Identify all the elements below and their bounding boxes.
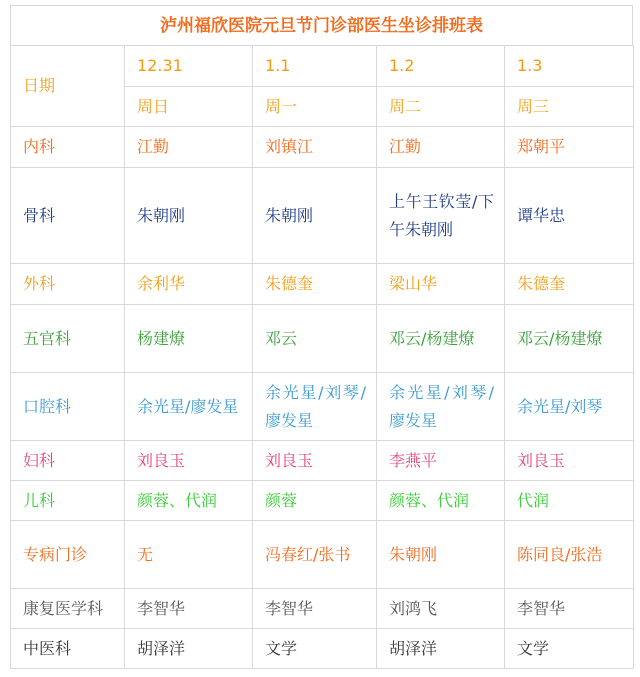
- doctor-cell: 邓云/杨建燎: [377, 305, 505, 373]
- weekday-cell: 周二: [377, 87, 505, 127]
- dept-name: 中医科: [11, 629, 125, 669]
- doctor-cell: 余光星/刘琴: [505, 373, 634, 441]
- doctor-cell: 梁山华: [377, 264, 505, 305]
- doctor-cell: 朱德奎: [253, 264, 377, 305]
- dept-row-orthopedics: [11, 168, 634, 264]
- dept-row-internal: [11, 127, 634, 168]
- doctor-cell: 陈同良/张浩: [505, 521, 634, 589]
- doctor-cell: 邓云/杨建燎: [505, 305, 634, 373]
- date-cell: 12.31: [125, 46, 253, 87]
- dept-row-gynecology: [11, 441, 634, 481]
- dept-name: 妇科: [11, 441, 125, 481]
- doctor-cell: 余利华: [125, 264, 253, 305]
- doctor-cell: 胡泽洋: [377, 629, 505, 669]
- doctor-cell: 李智华: [505, 589, 634, 629]
- doctor-cell: 邓云: [253, 305, 377, 373]
- dept-name: 儿科: [11, 481, 125, 521]
- weekday-cell: 周三: [505, 87, 634, 127]
- doctor-cell: 江勤: [125, 127, 253, 168]
- doctor-cell: 无: [125, 521, 253, 589]
- dept-row-pediatrics: [11, 481, 634, 521]
- doctor-cell: 颜蓉、代润: [377, 481, 505, 521]
- doctor-cell: 朱朝刚: [125, 168, 253, 264]
- doctor-cell: 余光星/廖发星: [125, 373, 253, 441]
- dept-row-surgery: [11, 264, 634, 305]
- doctor-cell: 刘良玉: [125, 441, 253, 481]
- doctor-cell: 上午王钦莹/下午朱朝刚: [377, 168, 505, 264]
- doctor-cell: 刘良玉: [505, 441, 634, 481]
- doctor-cell: 文学: [253, 629, 377, 669]
- doctor-cell: 郑朝平: [505, 127, 634, 168]
- dept-name: 内科: [11, 127, 125, 168]
- schedule-document: [10, 5, 633, 669]
- date-cell: 1.2: [377, 46, 505, 87]
- doctor-cell: 朱朝刚: [253, 168, 377, 264]
- dept-row-tcm: [11, 629, 634, 669]
- date-label: 日期: [11, 46, 125, 127]
- dept-row-special-clinic: [11, 521, 634, 589]
- doctor-cell: 余光星/刘琴/廖发星: [253, 373, 377, 441]
- dept-name: 五官科: [11, 305, 125, 373]
- doctor-cell: 余光星/刘琴/廖发星: [377, 373, 505, 441]
- dept-name: 口腔科: [11, 373, 125, 441]
- date-cell: 1.3: [505, 46, 634, 87]
- dept-name: 外科: [11, 264, 125, 305]
- doctor-cell: 代润: [505, 481, 634, 521]
- dept-name: 骨科: [11, 168, 125, 264]
- dept-row-rehabilitation: [11, 589, 634, 629]
- doctor-cell: 胡泽洋: [125, 629, 253, 669]
- weekday-cell: 周日: [125, 87, 253, 127]
- doctor-cell: 朱德奎: [505, 264, 634, 305]
- doctor-cell: 刘良玉: [253, 441, 377, 481]
- dept-name: 专病门诊: [11, 521, 125, 589]
- dept-name: 康复医学科: [11, 589, 125, 629]
- doctor-cell: 冯春红/张书: [253, 521, 377, 589]
- doctor-cell: 刘鸿飞: [377, 589, 505, 629]
- doctor-cell: 颜蓉、代润: [125, 481, 253, 521]
- schedule-title: 泸州福欣医院元旦节门诊部医生坐诊排班表: [10, 5, 633, 45]
- doctor-cell: 李燕平: [377, 441, 505, 481]
- doctor-cell: 朱朝刚: [377, 521, 505, 589]
- doctor-cell: 李智华: [253, 589, 377, 629]
- doctor-cell: 杨建燎: [125, 305, 253, 373]
- doctor-cell: 李智华: [125, 589, 253, 629]
- schedule-table: [10, 45, 634, 669]
- weekday-cell: 周一: [253, 87, 377, 127]
- doctor-cell: 颜蓉: [253, 481, 377, 521]
- doctor-cell: 江勤: [377, 127, 505, 168]
- dept-row-dental: [11, 373, 634, 441]
- doctor-cell: 文学: [505, 629, 634, 669]
- doctor-cell: 谭华忠: [505, 168, 634, 264]
- date-row: [11, 46, 634, 87]
- date-cell: 1.1: [253, 46, 377, 87]
- dept-row-ent: [11, 305, 634, 373]
- doctor-cell: 刘镇江: [253, 127, 377, 168]
